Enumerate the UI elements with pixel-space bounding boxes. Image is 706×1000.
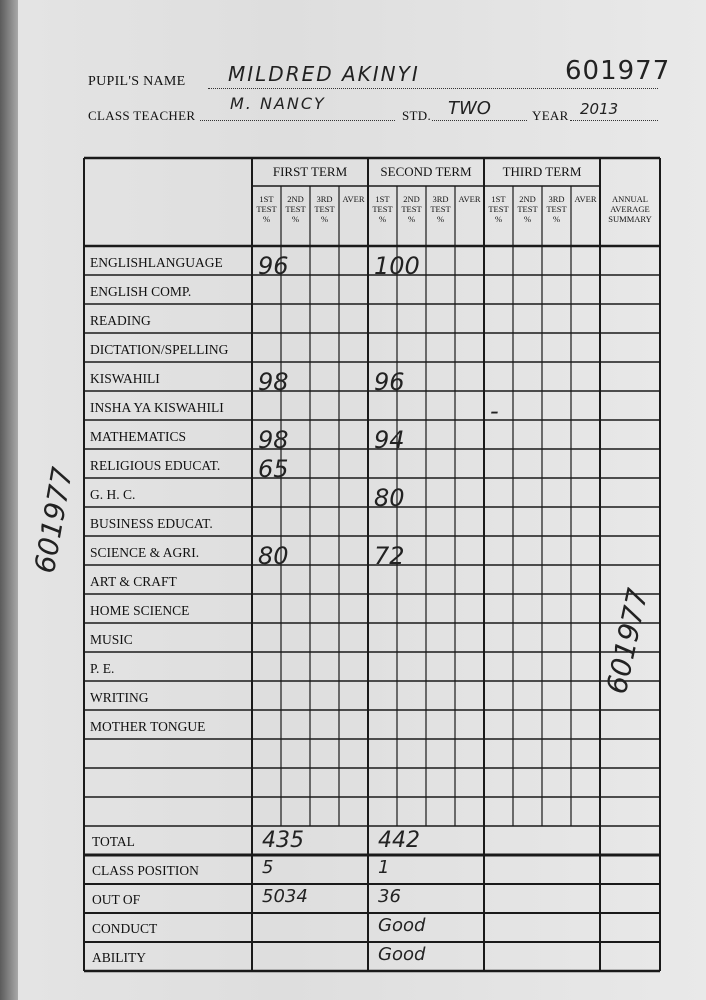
subject-label: RELIGIOUS EDUCAT. — [90, 458, 221, 473]
summary-value: 435 — [262, 828, 304, 853]
test-column-header: 1ST TEST % — [256, 194, 277, 224]
summary-label: CLASS POSITION — [92, 863, 199, 878]
summary-value: Good — [378, 944, 426, 965]
class-teacher-label: CLASS TEACHER — [88, 108, 196, 123]
test-column-header: 1ST TEST % — [488, 194, 509, 224]
handwritten-mark: 72 — [374, 542, 405, 570]
annual-summary-header: ANNUAL AVERAGE SUMMARY — [608, 194, 652, 224]
term-title: FIRST TERM — [272, 164, 348, 179]
std-value: TWO — [448, 98, 491, 119]
handwritten-mark: 80 — [258, 542, 289, 570]
subject-label: ENGLISH COMP. — [90, 284, 192, 299]
test-column-header: 3RD TEST % — [546, 194, 567, 224]
subject-label: DICTATION/SPELLING — [90, 342, 229, 357]
summary-value: Good — [378, 915, 426, 936]
test-column-header: AVER — [458, 194, 481, 204]
subject-label: KISWAHILI — [90, 371, 160, 386]
term-title: THIRD TERM — [502, 164, 582, 179]
subject-label: HOME SCIENCE — [90, 603, 190, 618]
test-column-header: 3RD TEST % — [314, 194, 335, 224]
handwritten-mark: 94 — [374, 426, 405, 454]
summary-value: 5034 — [262, 886, 308, 907]
summary-label: CONDUCT — [92, 921, 158, 936]
summary-label: ABILITY — [92, 950, 146, 965]
margin-id-left: 601977 — [28, 464, 80, 576]
test-column-header: 1ST TEST % — [372, 194, 393, 224]
summary-label: OUT OF — [92, 892, 141, 907]
year-label: YEAR — [532, 108, 569, 123]
teacher-value: M. NANCY — [230, 94, 326, 113]
handwritten-mark: 96 — [258, 252, 289, 280]
margin-id-right: 601977 — [600, 585, 655, 697]
test-column-header: AVER — [342, 194, 365, 204]
handwritten-mark: - — [490, 397, 499, 425]
handwritten-mark: 100 — [374, 252, 420, 280]
handwritten-mark: 80 — [374, 484, 405, 512]
handwritten-mark: 96 — [374, 368, 405, 396]
test-column-header: 2ND TEST % — [401, 194, 422, 224]
test-column-header: AVER — [574, 194, 597, 204]
subject-label: READING — [90, 313, 151, 328]
subject-label: ENGLISHLANGUAGE — [90, 255, 223, 270]
std-label: STD. — [402, 108, 432, 123]
subject-label: BUSINESS EDUCAT. — [90, 516, 213, 531]
handwritten-mark: 98 — [258, 368, 289, 396]
subject-label: MUSIC — [90, 632, 133, 647]
test-column-header: 2ND TEST % — [517, 194, 538, 224]
subject-label: P. E. — [90, 661, 115, 676]
subject-label: MOTHER TONGUE — [90, 719, 206, 734]
pupil-name-value: MILDRED AKINYI — [228, 62, 420, 86]
subject-label: INSHA YA KISWAHILI — [90, 400, 224, 415]
test-column-header: 3RD TEST % — [430, 194, 451, 224]
summary-value: 1 — [378, 857, 390, 878]
subject-label: G. H. C. — [90, 487, 136, 502]
pupil-name-label: PUPIL'S NAME — [88, 74, 186, 89]
handwritten-mark: 65 — [258, 455, 289, 483]
subject-label: WRITING — [90, 690, 149, 705]
id-number: 601977 — [565, 56, 671, 86]
subject-label: SCIENCE & AGRI. — [90, 545, 200, 560]
year-value: 2013 — [580, 100, 619, 118]
handwritten-mark: 98 — [258, 426, 289, 454]
summary-value: 36 — [378, 886, 401, 907]
subject-label: MATHEMATICS — [90, 429, 187, 444]
subject-label: ART & CRAFT — [90, 574, 177, 589]
term-title: SECOND TERM — [380, 164, 472, 179]
summary-value: 5 — [262, 857, 274, 878]
summary-label: TOTAL — [92, 834, 135, 849]
summary-value: 442 — [378, 828, 420, 853]
test-column-header: 2ND TEST % — [285, 194, 306, 224]
